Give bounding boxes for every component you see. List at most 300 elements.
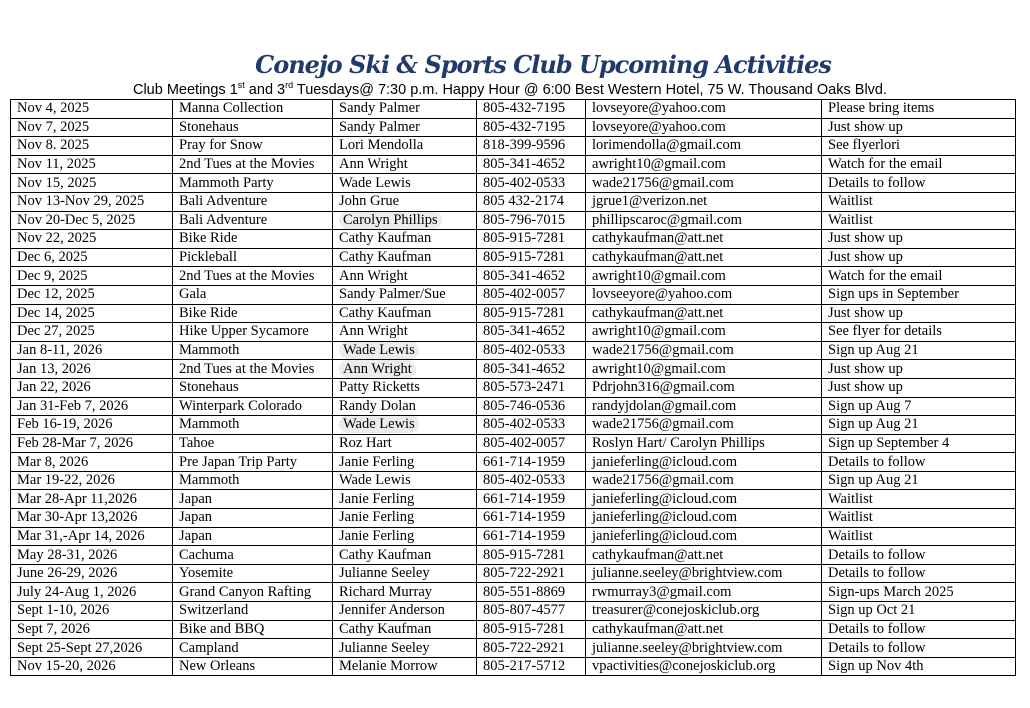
contact-email-cell — [586, 137, 822, 156]
activity-date-cell — [11, 453, 173, 472]
contact-phone-cell — [477, 657, 586, 676]
activity-contact-cell — [333, 137, 477, 156]
activity-date: Jan 8-11, 2026 — [17, 342, 103, 359]
activity-notes-cell — [822, 657, 1016, 676]
table-row — [11, 174, 1016, 193]
contact-email-cell — [586, 509, 822, 528]
contact-phone: 805-807-4577 — [483, 602, 566, 619]
activity-contact: Cathy Kaufman — [339, 230, 432, 247]
contact-email-cell — [586, 378, 822, 397]
activity-date: Nov 20-Dec 5, 2025 — [17, 211, 136, 228]
contact-phone-cell — [477, 248, 586, 267]
activity-name: Yosemite — [179, 565, 234, 582]
activity-date: May 28-31, 2026 — [17, 546, 118, 563]
activity-notes: Sign up Oct 21 — [828, 602, 916, 619]
activity-date-cell — [11, 137, 173, 156]
activity-notes: Waitlist — [828, 193, 873, 210]
activity-date: July 24-Aug 1, 2026 — [17, 583, 137, 600]
activity-contact-cell — [333, 657, 477, 676]
activity-notes: Sign up Aug 21 — [828, 472, 919, 489]
activity-name: Hike Upper Sycamore — [179, 323, 309, 340]
table-row — [11, 453, 1016, 472]
activity-notes-cell — [822, 174, 1016, 193]
contact-email: lorimendolla@gmail.com — [592, 137, 742, 154]
activity-date: Dec 14, 2025 — [17, 304, 95, 321]
activity-name: Grand Canyon Rafting — [179, 583, 312, 600]
table-row — [11, 118, 1016, 137]
activity-date: Jan 22, 2026 — [17, 379, 91, 396]
contact-phone: 805-341-4652 — [483, 267, 566, 284]
table-row — [11, 341, 1016, 360]
activity-contact: Jennifer Anderson — [339, 602, 445, 619]
table-row — [11, 304, 1016, 323]
activity-date: Mar 19-22, 2026 — [17, 472, 115, 489]
activity-name: Pray for Snow — [179, 137, 263, 154]
contact-phone: 661-714-1959 — [483, 453, 566, 470]
activity-date: Jan 13, 2026 — [17, 360, 91, 377]
activity-contact-cell — [333, 304, 477, 323]
activity-date-cell — [11, 230, 173, 249]
activity-notes-cell — [822, 453, 1016, 472]
activity-notes-cell — [822, 397, 1016, 416]
activity-date: Nov 22, 2025 — [17, 230, 97, 247]
activity-notes: Sign up Aug 21 — [828, 416, 919, 433]
activity-contact: Cathy Kaufman — [339, 249, 432, 266]
activity-date-cell — [11, 248, 173, 267]
meeting-info-part1: Club Meetings 1 — [132, 81, 238, 98]
activity-contact: Cathy Kaufman — [339, 620, 432, 637]
activity-notes-cell — [822, 323, 1016, 342]
activity-date-cell — [11, 602, 173, 621]
contact-phone: 805-402-0057 — [483, 286, 566, 303]
contact-phone-cell — [477, 490, 586, 509]
contact-email: Roslyn Hart/ Carolyn Phillips — [592, 434, 765, 451]
activity-name: Japan — [179, 527, 213, 544]
activity-name-cell — [173, 416, 333, 435]
contact-phone-cell — [477, 174, 586, 193]
activity-date-cell — [11, 434, 173, 453]
first-ordinal-suffix: st — [237, 80, 245, 90]
activity-contact: Ann Wright — [339, 360, 416, 378]
activity-notes: Details to follow — [828, 565, 926, 582]
activity-name: Bike and BBQ — [179, 620, 265, 637]
contact-email-cell — [586, 341, 822, 360]
activity-name: 2nd Tues at the Movies — [179, 360, 315, 377]
activity-name-cell — [173, 230, 333, 249]
activity-name-cell — [173, 527, 333, 546]
contact-phone: 805-402-0533 — [483, 342, 566, 359]
activity-contact: Wade Lewis — [339, 174, 411, 191]
contact-email-cell — [586, 192, 822, 211]
contact-phone-cell — [477, 546, 586, 565]
contact-phone-cell — [477, 118, 586, 137]
contact-phone: 661-714-1959 — [483, 527, 566, 544]
contact-email: awright10@gmail.com — [592, 360, 726, 377]
activity-date: Mar 30-Apr 13,2026 — [17, 509, 138, 526]
page-title: Conejo Ski & Sports Club Upcoming Activities — [255, 50, 831, 79]
contact-email-cell — [586, 657, 822, 676]
activity-date-cell — [11, 583, 173, 602]
activity-contact-cell — [333, 509, 477, 528]
activity-name-cell — [173, 304, 333, 323]
contact-email-cell — [586, 416, 822, 435]
activity-contact-cell — [333, 267, 477, 286]
contact-email: Pdrjohn316@gmail.com — [592, 379, 735, 396]
table-row — [11, 527, 1016, 546]
contact-email: janieferling@icloud.com — [592, 509, 738, 526]
contact-email-cell — [586, 527, 822, 546]
contact-email: cathykaufman@att.net — [592, 546, 724, 563]
activity-notes: Please bring items — [828, 100, 935, 117]
activities-table — [10, 99, 1016, 676]
activity-contact-cell — [333, 323, 477, 342]
activity-date: Dec 9, 2025 — [17, 267, 88, 284]
activity-notes-cell — [822, 360, 1016, 379]
activity-name: Bike Ride — [179, 230, 238, 247]
activity-contact: Lori Mendolla — [339, 137, 424, 154]
table-row — [11, 285, 1016, 304]
activity-date-cell — [11, 323, 173, 342]
contact-phone-cell — [477, 100, 586, 119]
contact-email-cell — [586, 583, 822, 602]
activity-notes-cell — [822, 416, 1016, 435]
contact-phone-cell — [477, 564, 586, 583]
activity-contact-cell — [333, 155, 477, 174]
contact-phone: 818-399-9596 — [483, 137, 566, 154]
activity-notes: Details to follow — [828, 639, 926, 656]
activity-date-cell — [11, 304, 173, 323]
table-row — [11, 639, 1016, 658]
contact-email-cell — [586, 304, 822, 323]
contact-email-cell — [586, 434, 822, 453]
activity-date-cell — [11, 100, 173, 119]
activity-date-cell — [11, 118, 173, 137]
activity-name-cell — [173, 267, 333, 286]
activity-name: 2nd Tues at the Movies — [179, 267, 315, 284]
contact-email: wade21756@gmail.com — [592, 174, 734, 191]
table-row — [11, 100, 1016, 119]
activity-date: Mar 28-Apr 11,2026 — [17, 490, 137, 507]
activity-date: Nov 8. 2025 — [17, 137, 90, 154]
activity-date-cell — [11, 657, 173, 676]
table-row — [11, 546, 1016, 565]
contact-phone-cell — [477, 304, 586, 323]
activity-notes: Sign ups in September — [828, 286, 959, 303]
activity-date: Nov 13-Nov 29, 2025 — [17, 193, 145, 210]
activity-name-cell — [173, 397, 333, 416]
contact-phone-cell — [477, 341, 586, 360]
contact-email-cell — [586, 490, 822, 509]
table-row — [11, 509, 1016, 528]
activity-date-cell — [11, 639, 173, 658]
activity-contact-cell — [333, 192, 477, 211]
activity-name: 2nd Tues at the Movies — [179, 156, 315, 173]
contact-email-cell — [586, 230, 822, 249]
activity-name-cell — [173, 471, 333, 490]
activity-name: Bali Adventure — [179, 211, 268, 228]
activity-date-cell — [11, 360, 173, 379]
activity-notes-cell — [822, 267, 1016, 286]
contact-email-cell — [586, 397, 822, 416]
table-row — [11, 434, 1016, 453]
activity-date: Nov 15-20, 2026 — [17, 658, 116, 675]
activity-date-cell — [11, 378, 173, 397]
contact-phone-cell — [477, 471, 586, 490]
activity-contact: Sandy Palmer — [339, 100, 420, 117]
activity-date-cell — [11, 341, 173, 360]
activity-contact: Ann Wright — [339, 267, 408, 284]
table-row — [11, 564, 1016, 583]
contact-email: julianne.seeley@brightview.com — [592, 565, 783, 582]
contact-phone-cell — [477, 434, 586, 453]
activity-name-cell — [173, 248, 333, 267]
table-row — [11, 137, 1016, 156]
activity-name: Campland — [179, 639, 239, 656]
activity-notes: Just show up — [828, 304, 903, 321]
table-row — [11, 397, 1016, 416]
contact-email-cell — [586, 546, 822, 565]
activity-name: Gala — [179, 286, 207, 303]
activity-date-cell — [11, 620, 173, 639]
contact-phone: 805-722-2921 — [483, 639, 566, 656]
contact-email: treasurer@conejoskiclub.org — [592, 602, 760, 619]
activity-date: June 26-29, 2026 — [17, 565, 118, 582]
activity-contact-cell — [333, 564, 477, 583]
activity-notes-cell — [822, 509, 1016, 528]
activity-notes: Just show up — [828, 379, 903, 396]
contact-phone-cell — [477, 527, 586, 546]
contact-phone-cell — [477, 323, 586, 342]
activity-contact: Ann Wright — [339, 156, 408, 173]
activity-contact: Wade Lewis — [339, 472, 411, 489]
contact-email-cell — [586, 174, 822, 193]
activity-name: Stonehaus — [179, 118, 239, 135]
contact-email-cell — [586, 602, 822, 621]
activity-name: Pre Japan Trip Party — [179, 453, 298, 470]
contact-phone-cell — [477, 378, 586, 397]
activity-notes: Waitlist — [828, 490, 873, 507]
activity-notes-cell — [822, 155, 1016, 174]
contact-email-cell — [586, 323, 822, 342]
activity-contact-cell — [333, 602, 477, 621]
activity-notes: Sign-ups March 2025 — [828, 583, 954, 600]
activity-notes-cell — [822, 639, 1016, 658]
activity-contact-cell — [333, 490, 477, 509]
activity-name: Tahoe — [179, 434, 215, 451]
contact-phone-cell — [477, 453, 586, 472]
activity-notes: Sign up Nov 4th — [828, 658, 924, 675]
contact-phone-cell — [477, 230, 586, 249]
activity-notes-cell — [822, 285, 1016, 304]
contact-email: janieferling@icloud.com — [592, 490, 738, 507]
contact-phone: 805-402-0533 — [483, 416, 566, 433]
activity-notes-cell — [822, 490, 1016, 509]
contact-email: julianne.seeley@brightview.com — [592, 639, 783, 656]
activity-contact: Ann Wright — [339, 323, 408, 340]
contact-email: wade21756@gmail.com — [592, 342, 734, 359]
activity-name-cell — [173, 360, 333, 379]
contact-phone: 805 432-2174 — [483, 193, 564, 210]
contact-phone: 805-746-0536 — [483, 397, 566, 414]
table-row — [11, 378, 1016, 397]
contact-email: vpactivities@conejoskiclub.org — [592, 658, 776, 675]
activity-contact: Janie Ferling — [339, 509, 415, 526]
contact-phone: 805-915-7281 — [483, 249, 566, 266]
activity-contact-cell — [333, 360, 477, 379]
meeting-info — [0, 80, 1020, 98]
table-row — [11, 323, 1016, 342]
activity-name: Stonehaus — [179, 379, 239, 396]
contact-phone-cell — [477, 192, 586, 211]
activity-contact-cell — [333, 416, 477, 435]
activity-contact-cell — [333, 285, 477, 304]
activity-notes: Sign up September 4 — [828, 434, 950, 451]
contact-phone-cell — [477, 285, 586, 304]
contact-email-cell — [586, 155, 822, 174]
activity-name-cell — [173, 341, 333, 360]
contact-phone: 805-432-7195 — [483, 100, 566, 117]
activity-date-cell — [11, 490, 173, 509]
activity-notes: See flyer for details — [828, 323, 942, 340]
table-row — [11, 267, 1016, 286]
activity-name: Mammoth Party — [179, 174, 274, 191]
contact-phone: 805-915-7281 — [483, 304, 566, 321]
activity-name-cell — [173, 211, 333, 230]
activity-name: Winterpark Colorado — [179, 397, 303, 414]
contact-email: jgrue1@verizon.net — [592, 193, 708, 210]
contact-email: rwmurray3@gmail.com — [592, 583, 732, 600]
contact-phone: 805-573-2471 — [483, 379, 566, 396]
activity-date: Feb 16-19, 2026 — [17, 416, 113, 433]
contact-phone: 805-341-4652 — [483, 323, 566, 340]
activity-notes-cell — [822, 100, 1016, 119]
activity-contact: Janie Ferling — [339, 490, 415, 507]
contact-email-cell — [586, 453, 822, 472]
contact-phone-cell — [477, 267, 586, 286]
activity-notes: Just show up — [828, 249, 903, 266]
activity-notes-cell — [822, 378, 1016, 397]
activity-date-cell — [11, 509, 173, 528]
activity-name: Cachuma — [179, 546, 234, 563]
contact-phone-cell — [477, 620, 586, 639]
contact-email: janieferling@icloud.com — [592, 453, 738, 470]
activity-contact-cell — [333, 620, 477, 639]
meeting-info-part2: and 3 — [244, 81, 286, 98]
contact-phone-cell — [477, 211, 586, 230]
activity-notes-cell — [822, 434, 1016, 453]
activity-notes: Waitlist — [828, 509, 873, 526]
activity-contact-cell — [333, 583, 477, 602]
activity-contact-cell — [333, 211, 477, 230]
activity-contact: Cathy Kaufman — [339, 304, 432, 321]
activity-name-cell — [173, 620, 333, 639]
contact-email-cell — [586, 211, 822, 230]
activity-date: Nov 7, 2025 — [17, 118, 90, 135]
table-row — [11, 602, 1016, 621]
activity-name-cell — [173, 118, 333, 137]
contact-phone: 805-915-7281 — [483, 546, 566, 563]
contact-phone: 805-915-7281 — [483, 620, 566, 637]
contact-email-cell — [586, 620, 822, 639]
activity-notes-cell — [822, 211, 1016, 230]
activity-notes: Waitlist — [828, 211, 873, 228]
contact-email-cell — [586, 360, 822, 379]
activity-date: Dec 6, 2025 — [17, 249, 88, 266]
activity-contact: Julianne Seeley — [339, 565, 430, 582]
contact-phone-cell — [477, 639, 586, 658]
activity-name-cell — [173, 657, 333, 676]
activity-name-cell — [173, 602, 333, 621]
contact-email: cathykaufman@att.net — [592, 620, 724, 637]
contact-email: awright10@gmail.com — [592, 156, 726, 173]
activity-name: Mammoth — [179, 472, 240, 489]
activity-notes-cell — [822, 620, 1016, 639]
contact-phone: 805-341-4652 — [483, 156, 566, 173]
contact-phone: 805-796-7015 — [483, 211, 566, 228]
contact-email: lovseeyore@yahoo.com — [592, 286, 733, 303]
contact-email-cell — [586, 471, 822, 490]
activity-notes: Details to follow — [828, 620, 926, 637]
activity-notes: Details to follow — [828, 174, 926, 191]
activity-contact-cell — [333, 100, 477, 119]
activity-date: Dec 27, 2025 — [17, 323, 95, 340]
activity-contact: Patty Ricketts — [339, 379, 420, 396]
activity-notes: Waitlist — [828, 527, 873, 544]
activity-notes-cell — [822, 137, 1016, 156]
activity-name: Bali Adventure — [179, 193, 268, 210]
activity-name-cell — [173, 378, 333, 397]
table-row — [11, 416, 1016, 435]
activity-notes: Sign up Aug 21 — [828, 342, 919, 359]
activities-table-body — [11, 100, 1016, 676]
activity-name-cell — [173, 137, 333, 156]
activity-date: Nov 11, 2025 — [17, 156, 96, 173]
contact-phone: 805-432-7195 — [483, 118, 566, 135]
activity-date-cell — [11, 155, 173, 174]
activity-notes-cell — [822, 546, 1016, 565]
contact-phone: 805-402-0533 — [483, 174, 566, 191]
contact-phone: 805-915-7281 — [483, 230, 566, 247]
activity-contact-cell — [333, 471, 477, 490]
contact-email: lovseyore@yahoo.com — [592, 118, 726, 135]
table-row — [11, 155, 1016, 174]
activity-notes-cell — [822, 118, 1016, 137]
activity-date: Sept 7, 2026 — [17, 620, 90, 637]
contact-email-cell — [586, 639, 822, 658]
activity-name: Switzerland — [179, 602, 249, 619]
activity-contact: Wade Lewis — [339, 416, 419, 434]
activity-contact: Randy Dolan — [339, 397, 416, 414]
activity-contact-cell — [333, 118, 477, 137]
activity-notes: Watch for the email — [828, 267, 943, 284]
activity-date-cell — [11, 211, 173, 230]
activity-contact-cell — [333, 397, 477, 416]
meeting-info-part3: Tuesdays@ 7:30 p.m. Happy Hour @ 6:00 Best Western Hotel, 75 W. Thousand Oaks Blvd. — [293, 81, 888, 98]
contact-email-cell — [586, 248, 822, 267]
activity-contact: Wade Lewis — [339, 341, 419, 359]
activity-name-cell — [173, 434, 333, 453]
table-row — [11, 360, 1016, 379]
contact-phone-cell — [477, 509, 586, 528]
activity-notes: Details to follow — [828, 546, 926, 563]
activity-date-cell — [11, 471, 173, 490]
activity-name-cell — [173, 192, 333, 211]
activity-date-cell — [11, 285, 173, 304]
activity-notes-cell — [822, 602, 1016, 621]
activity-name-cell — [173, 453, 333, 472]
contact-phone: 661-714-1959 — [483, 509, 566, 526]
contact-email: janieferling@icloud.com — [592, 527, 738, 544]
